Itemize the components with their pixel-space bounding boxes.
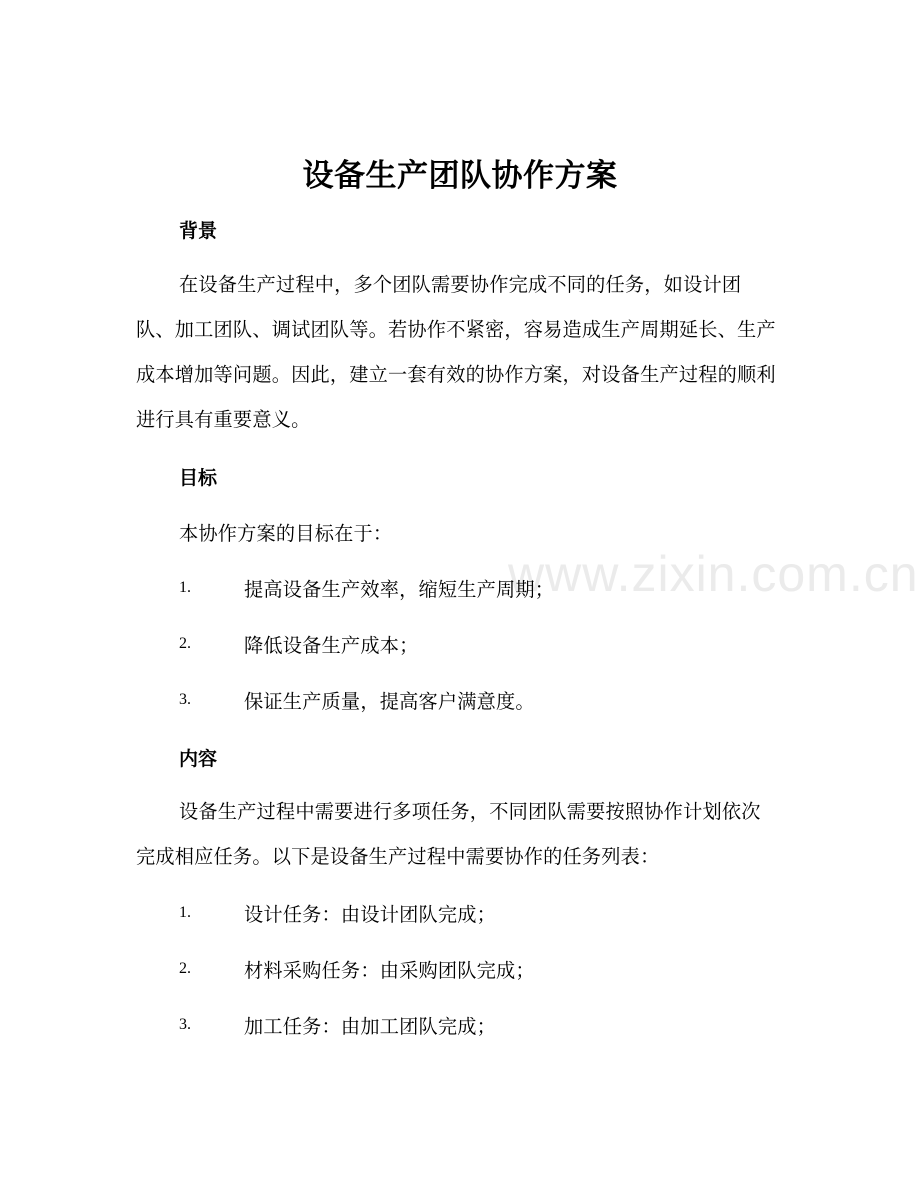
list-number: 1. [179,579,191,596]
goal-intro: 本协作方案的目标在于： [179,522,393,545]
watermark: www.zixin.com.cn [508,546,919,602]
list-item [179,955,535,983]
list-item [179,574,554,602]
section-heading-goal: 目标 [179,467,218,489]
list-text: 加工任务：由加工团队完成； [244,1014,497,1038]
list-text: 提高设备生产效率，缩短生产周期； [244,577,555,601]
list-number: 1. [179,904,191,921]
content-paragraph: 设备生产过程中需要进行多项任务，不同团队需要按照协作计划依次完成相应任务。以下是设备生产过程中需要协作的任务列表： [136,800,761,868]
list-item [179,1011,496,1039]
list-text: 设计任务：由设计团队完成； [244,902,497,926]
background-paragraph: 在设备生产过程中，多个团队需要协作完成不同的任务，如设计团队、加工团队、调试团队等。若协作不紧密，容易造成生产周期延长、生产成本增加等问题。因此，建立一套有效的协作方案，对设备生产过程的顺利进行具有重要意义。 [136,273,776,431]
list-number: 2. [179,960,191,977]
list-item [179,899,496,927]
list-text: 保证生产质量，提高客户满意度。 [244,689,535,713]
list-item [179,630,419,658]
section-heading-background: 背景 [179,220,218,242]
section-heading-content: 内容 [179,748,218,770]
list-text: 降低设备生产成本； [244,633,419,657]
list-number: 3. [179,691,191,708]
list-item [179,686,535,714]
document-title: 设备生产团队协作方案 [302,158,618,194]
list-text: 材料采购任务：由采购团队完成； [244,958,535,982]
list-number: 3. [179,1016,191,1033]
list-number: 2. [179,635,191,652]
